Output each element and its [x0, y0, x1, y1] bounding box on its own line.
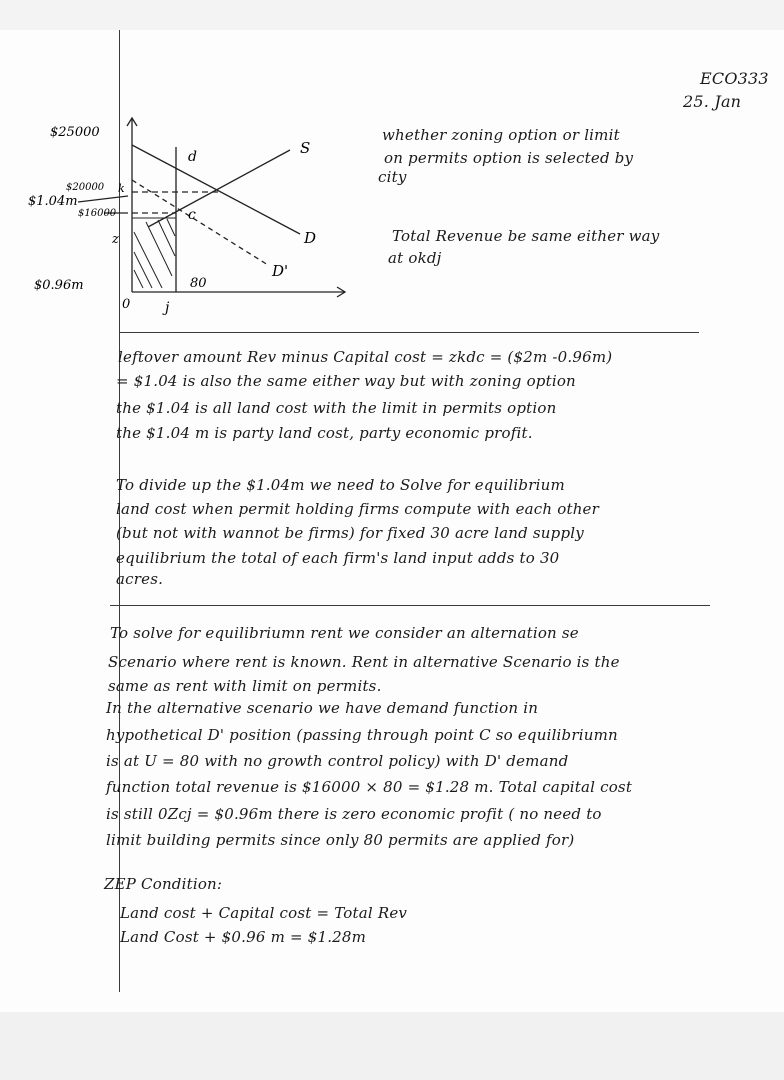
- para3-line: function total revenue is $16000 × 80 = $1.28 m. Total capital cost: [106, 778, 633, 796]
- para2-line: To divide up the $1.04m we need to Solve for equilibrium: [116, 476, 565, 494]
- separator-line: [110, 605, 710, 606]
- curve-label-S: S: [300, 139, 311, 157]
- note-line: whether zoning option or limit: [382, 126, 620, 144]
- note-line: city: [378, 168, 407, 186]
- para3-line: same as rent with limit on permits.: [108, 677, 382, 695]
- para1-line: the $1.04 is all land cost with the limit in permits option: [116, 399, 557, 417]
- para3-line: Scenario where rent is known. Rent in alternative Scenario is the: [108, 653, 620, 671]
- date-label: 25. Jan: [683, 92, 742, 111]
- para2-line: land cost when permit holding firms compute with each other: [116, 500, 599, 518]
- para2-line: acres.: [116, 570, 164, 588]
- point-label-d: d: [188, 149, 197, 165]
- supply-curve: [148, 150, 290, 227]
- zep-heading: ZEP Condition:: [104, 875, 223, 893]
- curve-label-Dprime: D': [272, 262, 289, 280]
- y-label-16000: $16000: [78, 208, 117, 219]
- point-label-k: k: [118, 182, 125, 195]
- demand-prime-curve: [132, 180, 268, 265]
- para2-line: (but not with wannot be firms) for fixed 30 acre land supply: [116, 524, 584, 542]
- y-label-20000: $20000: [66, 182, 105, 193]
- point-label-c: c: [188, 207, 196, 223]
- para1-line: = $1.04 is also the same either way but with zoning option: [116, 372, 576, 390]
- x-label-80: 80: [190, 276, 207, 291]
- para3-line: limit building permits since only 80 permits are applied for): [106, 831, 575, 849]
- y-label-25000: $25000: [50, 125, 100, 140]
- para3-line: To solve for equilibriumn rent we consider an alternation se: [110, 624, 579, 642]
- course-code: ECO333: [700, 69, 769, 88]
- para3-line: is still 0Zcj = $0.96m there is zero economic profit ( no need to: [106, 805, 602, 823]
- zep-line: Land Cost + $0.96 m = $1.28m: [120, 928, 367, 946]
- para3-line: hypothetical D' position (passing through point C so equilibriumn: [106, 726, 618, 744]
- note-line: on permits option is selected by: [384, 149, 634, 167]
- pointer-104m: [78, 196, 128, 202]
- scan-bottom-band: [0, 1012, 784, 1080]
- x-label-j: j: [165, 300, 170, 316]
- para1-line: leftover amount Rev minus Capital cost = zkdc = ($2m -0.96m): [118, 348, 613, 366]
- para1-line: the $1.04 m is party land cost, party economic profit.: [116, 424, 533, 442]
- y-label-z: z: [112, 232, 119, 247]
- note-line: Total Revenue be same either way: [392, 227, 660, 245]
- para3-line: In the alternative scenario we have demand function in: [106, 699, 539, 717]
- zep-line: Land cost + Capital cost = Total Rev: [120, 904, 408, 922]
- capital-cost-hatch: [134, 219, 175, 288]
- separator-line: [119, 332, 699, 333]
- para2-line: equilibrium the total of each firm's land input adds to 30: [116, 549, 560, 567]
- curve-label-D: D: [304, 229, 317, 247]
- para3-line: is at U = 80 with no growth control policy) with D' demand: [106, 752, 569, 770]
- origin-label: 0: [122, 297, 131, 312]
- note-line: at okdj: [388, 249, 442, 267]
- label-104m: $1.04m: [28, 194, 78, 209]
- label-096m: $0.96m: [34, 278, 84, 293]
